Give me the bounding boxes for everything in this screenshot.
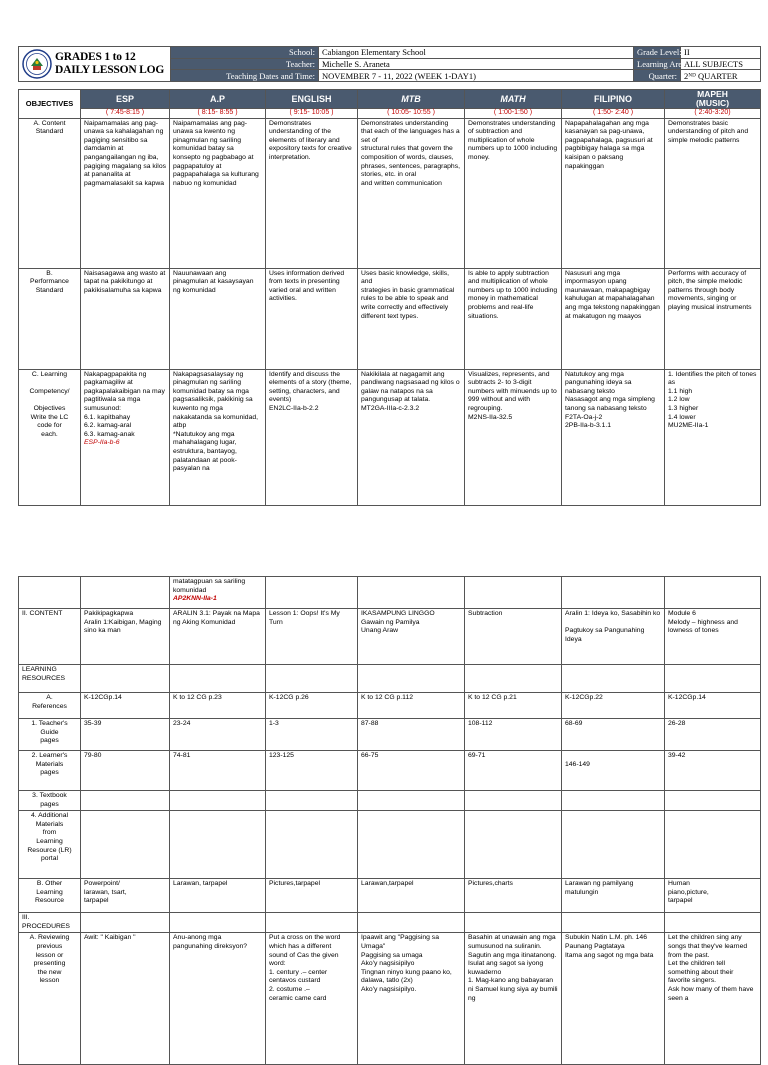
- row-label-other-resources: B. Other Learning Resource: [19, 879, 81, 913]
- row-label-additional-materials: 4. Additional Materials from Learning Resource (LR) portal: [19, 811, 81, 879]
- row-procedures: [19, 913, 761, 933]
- time-mtb: ( 10:05- 10:55 ): [358, 109, 465, 119]
- cell-reviewing-lesson-mtb: Ipaawit ang "Paggising sa Umaga" Paggising sa umaga Ako'y nagsisipilyo Tingnan ninyo kung paano ko, dalawa, tatlo (2x) Ako'y nagsisipilyo.: [358, 933, 465, 1065]
- row-teachers-guide: [19, 719, 761, 751]
- cell-additional-materials-mapeh: [665, 811, 761, 879]
- cell-additional-materials-esp: [81, 811, 170, 879]
- cell-procedures-math: [465, 913, 562, 933]
- cell-additional-materials-english: [266, 811, 358, 879]
- cell-references-mapeh: K-12CGp.14: [665, 693, 761, 719]
- cell-competency-mapeh: 1. Identifies the pitch of tones as 1.1 high 1.2 low 1.3 higher 1.4 lower MU2ME-IIa-1: [665, 369, 761, 505]
- cell-procedures-esp: [81, 913, 170, 933]
- quarter-value: 2ᴺᴰ QUARTER: [681, 70, 761, 82]
- cell-references-filipino: K-12CGp.22: [562, 693, 665, 719]
- continuation-ap: [170, 577, 266, 609]
- cell-additional-materials-filipino: [562, 811, 665, 879]
- teaching-dates-value: NOVEMBER 7 - 11, 2022 (WEEK 1-DAY1): [319, 70, 634, 82]
- cell-learners-materials-math: 69-71: [465, 751, 562, 791]
- cell-performance-standard-math: Is able to apply subtraction and multiplication of whole numbers up to 1000 including money in mathematical problems and real-life situations.: [465, 268, 562, 369]
- cell-content-standard-ap: Naipamamalas ang pag-unawa sa kwento ng pinagmulan ng sariling komunidad batay sa konsepto ng pagbabago at pagpapatuloy at pagpapahalaga sa kulturang nabuo ng komunidad: [170, 118, 266, 268]
- quarter-label: Quarter:: [634, 70, 681, 82]
- cell-reviewing-lesson-filipino: Subukin Natin L.M. ph. 146 Paunang Pagtataya Itama ang sagot ng mga bata: [562, 933, 665, 1065]
- cell-learning-resources-mapeh: [665, 665, 761, 693]
- cell-references-math: K to 12 CG p.21: [465, 693, 562, 719]
- row-label-textbook: 3. Textbook pages: [19, 791, 81, 811]
- cell-learners-materials-english: 123-125: [266, 751, 358, 791]
- school-value: Cabiangon Elementary School: [319, 47, 634, 59]
- cell-performance-standard-english: Uses information derived from texts in presenting varied oral and written activities.: [266, 268, 358, 369]
- row-label-content: II. CONTENT: [19, 609, 81, 665]
- learning-area-value: ALL SUBJECTS: [681, 58, 761, 70]
- cell-references-ap: K to 12 CG p.23: [170, 693, 266, 719]
- grade-level-label: Grade Level:: [634, 47, 681, 59]
- time-english: ( 9:15- 10:05 ): [266, 109, 358, 119]
- deped-seal-icon: [22, 49, 52, 79]
- cell-references-mtb: K to 12 CG p.112: [358, 693, 465, 719]
- cell-procedures-mapeh: [665, 913, 761, 933]
- objectives-table: [18, 89, 761, 506]
- cell-other-resources-mtb: Larawan,tarpapel: [358, 879, 465, 913]
- row-reviewing-lesson: [19, 933, 761, 1065]
- cell-other-resources-math: Pictures,charts: [465, 879, 562, 913]
- continuation-ap-code: AP2KNN-IIa-1: [173, 595, 217, 603]
- cell-reviewing-lesson-mapeh: Let the children sing any songs that they've learned from the past. Let the children tell something about their favorite singers. Ask how many of them have seen a: [665, 933, 761, 1065]
- cell-competency-english: Identify and discuss the elements of a story (theme, setting, characters, and events) EN2LC-IIa-b-2.2: [266, 369, 358, 505]
- subject-header-ap: A.P: [170, 90, 266, 109]
- cell-learners-materials-mapeh: 39-42: [665, 751, 761, 791]
- row-label-performance-standard: B. Performance Standard: [19, 268, 81, 369]
- cell-reviewing-lesson-esp: Awit: " Kaibigan ": [81, 933, 170, 1065]
- continuation-filipino-empty: [562, 577, 665, 609]
- time-esp: ( 7:45-8:15 ): [81, 109, 170, 119]
- cell-content-standard-filipino: Napapahalagahan ang mga kasanayan sa pag-unawa, pagpapahalaga, pagsusuri at pagbibigay halaga sa mga kaisipan o paksang napakinggan: [562, 118, 665, 268]
- competency-esp-code: ESP-IIa-b-6: [84, 439, 120, 447]
- subject-header-math: MATH: [465, 90, 562, 109]
- cell-references-esp: K-12CGp.14: [81, 693, 170, 719]
- cell-other-resources-esp: Powerpoint/ larawan, tsart, tarpapel: [81, 879, 170, 913]
- cell-textbook-math: [465, 791, 562, 811]
- cell-learning-resources-filipino: [562, 665, 665, 693]
- cell-other-resources-filipino: Larawan ng pamilyang matulungin: [562, 879, 665, 913]
- row-learners-materials: [19, 751, 761, 791]
- row-content: [19, 609, 761, 665]
- cell-competency-esp: [81, 369, 170, 505]
- cell-teachers-guide-mtb: 87-88: [358, 719, 465, 751]
- cell-content-standard-esp: Naipamamalas ang pag-unawa sa kahalagahan ng pagiging sensitibo sa damdamin at pangangailangan ng iba, pagiging magalang sa kilos at pananalita at pagmamalasakit sa kapwa: [81, 118, 170, 268]
- cell-reviewing-lesson-ap: Anu-anong mga pangunahing direksyon?: [170, 933, 266, 1065]
- cell-competency-ap: Nakapagsasalaysay ng pinagmulan ng sariling komunidad batay sa mga pagsasaliksik, pakikinig sa kuwento ng mga nakakatanda sa komunidad, atbp *Natutukoy ang mga mahahalagang lugar, estruktura, bantayog, palatandaan at pook-pasyalan na: [170, 369, 266, 505]
- cell-performance-standard-mapeh: Performs with accuracy of pitch, the simple melodic patterns through body movements, singing or playing musical instruments: [665, 268, 761, 369]
- cell-teachers-guide-filipino: 68-69: [562, 719, 665, 751]
- time-mapeh: ( 2:40-3:20): [665, 109, 761, 119]
- cell-content-mapeh: Module 6 Melody – highness and lowness of tones: [665, 609, 761, 665]
- continuation-ap-text: matatagpuan sa sariling komunidad: [173, 578, 246, 594]
- school-label: School:: [171, 47, 319, 59]
- row-label-reviewing-lesson: A. Reviewing previous lesson or presenting the new lesson: [19, 933, 81, 1065]
- cell-other-resources-ap: Larawan, tarpapel: [170, 879, 266, 913]
- cell-procedures-filipino: [562, 913, 665, 933]
- cell-competency-filipino: Natutukoy ang mga pangunahing ideya sa nabasang teksto Nasasagot ang mga simpleng tanong sa nabasang teksto F2TA-Oa-j-2 2PB-IIa-b-3.1.1: [562, 369, 665, 505]
- cell-learners-materials-mtb: 66-75: [358, 751, 465, 791]
- cell-procedures-ap: [170, 913, 266, 933]
- row-label-learning-competency: C. Learning Competency/ Objectives Write the LC code for each.: [19, 369, 81, 505]
- cell-performance-standard-esp: Naisasagawa ang wasto at tapat na pakikitungo at pakikisalamuha sa kapwa: [81, 268, 170, 369]
- cell-teachers-guide-english: 1-3: [266, 719, 358, 751]
- continuation-mtb-empty: [358, 577, 465, 609]
- cell-textbook-mtb: [358, 791, 465, 811]
- cell-learning-resources-esp: [81, 665, 170, 693]
- log-title-line2: DAILY LESSON LOG: [55, 64, 165, 76]
- cell-learners-materials-ap: 74-81: [170, 751, 266, 791]
- cell-performance-standard-mtb: Uses basic knowledge, skills, and strategies in basic grammatical rules to be able to speak and write correctly and effectively different text types.: [358, 268, 465, 369]
- continuation-english-empty: [266, 577, 358, 609]
- lesson-log-header-grid: [18, 46, 761, 82]
- cell-learning-resources-math: [465, 665, 562, 693]
- cell-content-math: Subtraction: [465, 609, 562, 665]
- cell-content-english: Lesson 1: Oops! It's My Turn: [266, 609, 358, 665]
- time-filipino: ( 1:50- 2:40 ): [562, 109, 665, 119]
- cell-reviewing-lesson-math: Basahin at unawain ang mga sumusunod na suliranin. Sagutin ang mga itinatanong. Isulat ang sagot sa iyong kuwaderno 1. Mag-kano ang babayaran ni Samuel kung siya ay bumili ng: [465, 933, 562, 1065]
- cell-content-standard-english: Demonstrates understanding of the elements of literary and expository texts for creative interpretation.: [266, 118, 358, 268]
- row-label-procedures: III. PROCEDURES: [19, 913, 81, 933]
- cell-other-resources-english: Pictures,tarpapel: [266, 879, 358, 913]
- cell-content-esp: Pakikipagkapwa Aralin 1:Kaibigan, Maging sino ka man: [81, 609, 170, 665]
- continuation-mapeh-empty: [665, 577, 761, 609]
- cell-additional-materials-ap: [170, 811, 266, 879]
- cell-textbook-esp: [81, 791, 170, 811]
- row-label-learners-materials: 2. Learner's Materials pages: [19, 751, 81, 791]
- time-math: ( 1:00-1:50 ): [465, 109, 562, 119]
- cell-content-ap: ARALIN 3.1: Payak na Mapa ng Aking Komunidad: [170, 609, 266, 665]
- cell-learners-materials-filipino: 146-149: [562, 751, 665, 791]
- cell-teachers-guide-math: 108-112: [465, 719, 562, 751]
- cell-teachers-guide-ap: 23-24: [170, 719, 266, 751]
- cell-content-standard-math: Demonstrates understanding of subtraction and multiplication of whole numbers up to 1000 including money.: [465, 118, 562, 268]
- row-label-teachers-guide: 1. Teacher's Guide pages: [19, 719, 81, 751]
- row-additional-materials: [19, 811, 761, 879]
- teaching-dates-label: Teaching Dates and Time:: [171, 70, 319, 82]
- row-label-content-standard: A. Content Standard: [19, 118, 81, 268]
- content-resources-table: [18, 576, 761, 1065]
- row-label-references: A. References: [19, 693, 81, 719]
- cell-procedures-mtb: [358, 913, 465, 933]
- cell-teachers-guide-esp: 35-39: [81, 719, 170, 751]
- cell-competency-mtb: Nakikilala at nagagamit ang pandiwang nagsasaad ng kilos o galaw na natapos na sa pangungusap at talata. MT2GA-IIIa-c-2.3.2: [358, 369, 465, 505]
- subject-header-esp: ESP: [81, 90, 170, 109]
- log-title-line1: GRADES 1 to 12: [55, 51, 136, 63]
- subject-header-english: ENGLISH: [266, 90, 358, 109]
- teacher-value: Michelle S. Araneta: [319, 58, 634, 70]
- cell-reviewing-lesson-english: Put a cross on the word which has a different sound of Cas the given word: 1. century .– center centavos custard 2. costume .– ceramic came card: [266, 933, 358, 1065]
- subject-header-mapeh: MAPEH (MUSIC): [665, 90, 761, 109]
- row-label-learning-resources: LEARNING RESOURCES: [19, 665, 81, 693]
- cell-references-english: K-12CG p.26: [266, 693, 358, 719]
- subject-header-mtb: MTB: [358, 90, 465, 109]
- continuation-esp-empty: [81, 577, 170, 609]
- row-other-resources: [19, 879, 761, 913]
- row-learning-resources: [19, 665, 761, 693]
- cell-teachers-guide-mapeh: 26-28: [665, 719, 761, 751]
- cell-content-filipino: Aralin 1: Ideya ko, Sasabihin ko Pagtukoy sa Pangunahing Ideya: [562, 609, 665, 665]
- cell-textbook-filipino: [562, 791, 665, 811]
- grade-level-value: II: [681, 47, 761, 59]
- cell-learning-resources-ap: [170, 665, 266, 693]
- time-ap: ( 8:15- 8:55 ): [170, 109, 266, 119]
- cell-performance-standard-ap: Nauunawaan ang pinagmulan at kasaysayan ng komunidad: [170, 268, 266, 369]
- cell-content-standard-mtb: Demonstrates understanding that each of the languages has a set of structural rules that govern the composition of words, clauses, phrases, sentences, paragraphs, stories, etc. in oral and written communication: [358, 118, 465, 268]
- cell-other-resources-mapeh: Human piano,picture, tarpapel: [665, 879, 761, 913]
- subject-header-filipino: FILIPINO: [562, 90, 665, 109]
- cell-learners-materials-esp: 79-80: [81, 751, 170, 791]
- cell-learning-resources-mtb: [358, 665, 465, 693]
- cell-competency-math: Visualizes, represents, and subtracts 2- to 3-digit numbers with minuends up to 999 without and with regrouping. M2NS-IIa-32.5: [465, 369, 562, 505]
- cell-textbook-mapeh: [665, 791, 761, 811]
- objectives-header: OBJECTIVES: [19, 90, 81, 119]
- cell-additional-materials-mtb: [358, 811, 465, 879]
- continuation-math-empty: [465, 577, 562, 609]
- cell-textbook-ap: [170, 791, 266, 811]
- cell-content-standard-mapeh: Demonstrates basic understanding of pitch and simple melodic patterns: [665, 118, 761, 268]
- teacher-label: Teacher:: [171, 58, 319, 70]
- header-logo-cell: [19, 47, 171, 82]
- cell-content-mtb: IKASAMPUNG LINGGO Gawain ng Pamilya Unang Araw: [358, 609, 465, 665]
- row-references: [19, 693, 761, 719]
- learning-area-label: Learning Area:: [634, 58, 681, 70]
- cell-performance-standard-filipino: Nasusuri ang mga impormasyon upang maunawaan, makapagbigay kahulugan at mapahalagahan ang mga tekstong napakinggan at makatugon ng maayos: [562, 268, 665, 369]
- row-textbook: [19, 791, 761, 811]
- cell-learning-resources-english: [266, 665, 358, 693]
- competency-esp-text: Nakapagpapakita ng pagkamagiliw at pagkapalakaibigan na may pagtitiwala sa mga sumusunod: 6.1. kapitbahay 6.2. kamag-aral 6.3. kamag-anak: [84, 370, 165, 438]
- continuation-label-empty: [19, 577, 81, 609]
- cell-procedures-english: [266, 913, 358, 933]
- cell-additional-materials-math: [465, 811, 562, 879]
- cell-textbook-english: [266, 791, 358, 811]
